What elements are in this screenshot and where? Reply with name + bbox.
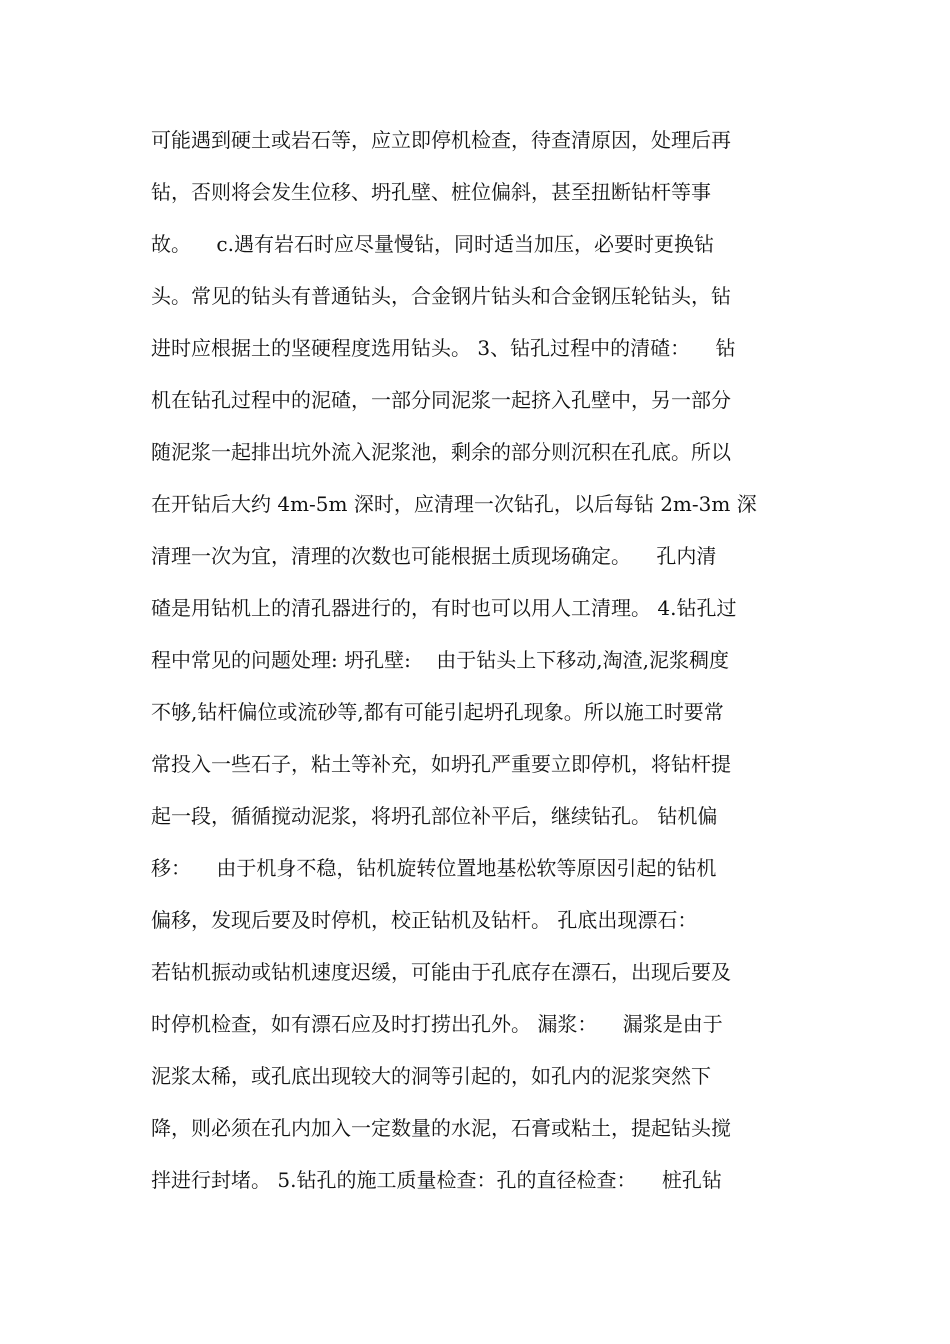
text-line: 泥浆太稀，或孔底出现较大的洞等引起的，如孔内的泥浆突然下 [151,1064,711,1088]
text-line: 头。常见的钻头有普通钻头，合金钢片钻头和合金钢压轮钻头，钻 [151,284,731,308]
body-text [151,114,811,1206]
text-line: 降，则必须在孔内加入一定数量的水泥，石膏或粘土，提起钻头搅 [151,1116,731,1140]
text-line: 进时应根据土的坚硬程度选用钻头。 3、钻孔过程中的清碴： 钻 [151,336,736,360]
text-line: 碴是用钻机上的清孔器进行的，有时也可以用人工清理。 4.钻孔过 [151,596,737,620]
text-line: 钻，否则将会发生位移、坍孔壁、桩位偏斜，甚至扭断钻杆等事 [151,180,711,204]
text-line: 常投入一些石子，粘土等补充，如坍孔严重要立即停机，将钻杆提 [151,752,731,776]
text-line: 移： 由于机身不稳，钻机旋转位置地基松软等原因引起的钻机 [151,856,717,880]
text-line: 随泥浆一起排出坑外流入泥浆池，剩余的部分则沉积在孔底。所以 [151,440,731,464]
text-line: 起一段，循循搅动泥浆，将坍孔部位补平后，继续钻孔。 钻机偏 [151,804,718,828]
text-line: 时停机检查，如有漂石应及时打捞出孔外。 漏浆： 漏浆是由于 [151,1012,723,1036]
text-line: 程中常见的问题处理: 坍孔壁: 由于钻头上下移动,淘渣,泥浆稠度 [151,648,729,672]
text-line: 偏移，发现后要及时停机，校正钻机及钻杆。 孔底出现漂石： [151,908,698,932]
text-line: 在开钻后大约 4m-5m 深时，应清理一次钻孔，以后每钻 2m-3m 深 [151,492,757,516]
text-line: 若钻机振动或钻机速度迟缓，可能由于孔底存在漂石，出现后要及 [151,960,731,984]
text-line: 故。 c.遇有岩石时应尽量慢钻，同时适当加压，必要时更换钻 [151,232,714,256]
text-line: 机在钻孔过程中的泥碴，一部分同泥浆一起挤入孔壁中，另一部分 [151,388,731,412]
text-line: 拌进行封堵。 5.钻孔的施工质量检查：孔的直径检查： 桩孔钻 [151,1168,722,1192]
text-line: 可能遇到硬土或岩石等，应立即停机检查，待查清原因，处理后再 [151,128,731,152]
text-line: 清理一次为宜，清理的次数也可能根据土质现场确定。 孔内清 [151,544,717,568]
text-line: 不够,钻杆偏位或流砂等,都有可能引起坍孔现象。所以施工时要常 [151,700,724,724]
